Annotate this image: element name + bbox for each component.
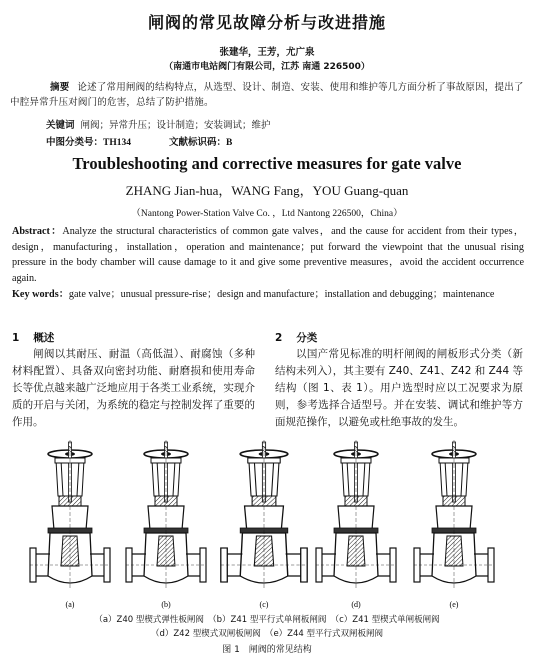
keywords-cn — [46, 117, 271, 131]
figure-title: 图 1 闸阀的常见结构 — [222, 645, 312, 655]
sublabel-c: (c) — [259, 600, 269, 609]
sublabel-b: (b) — [161, 600, 171, 609]
abstract-en-label: Abstract： — [12, 226, 63, 237]
gate-valve-figure — [18, 436, 518, 611]
section-1-heading — [12, 330, 54, 345]
keywords-en — [12, 287, 524, 303]
authors-cn: 张建华，王芳，尤广泉 — [219, 47, 315, 58]
figure-caption-line-2: （d）Z42 型楔式双闸板闸阀 （e）Z44 型平行式双闸板闸阀 — [150, 629, 384, 639]
section-2-body: 以国产常见标准的明杆闸阀的闸板形式分类（新结构未列入），其主要有 Z40、Z41、Z42 和 Z44 等结构（图 1、表 1）。用户选型时应以工况要求为原则，参考选择合适型号。并在安装、调试和维护等方面规范操作，以避免或杜绝事故的发生。 — [275, 348, 523, 428]
paper-title-en: Troubleshooting and corrective measures for gate valve — [72, 154, 462, 173]
valve-drawing-d — [316, 440, 396, 590]
clc-value: TH134 — [103, 138, 131, 148]
sublabel-d: (d) — [351, 600, 361, 609]
section-2-title: 分类 — [296, 332, 318, 344]
keywords-cn-label: 关键词 — [46, 120, 75, 131]
valve-drawing-b — [126, 440, 206, 590]
abstract-en-text: Analyze the structural characteristics of common gate valves，and the cause for accident from their types，design，manufacturing，installation，operation and maintenance；put forward the viewpoint that the unusual rising pressure in the body chamber will cause damage to it and give some preventive measures，avoid the accident occurrence again. — [12, 226, 524, 284]
section-1-body: 闸阀以其耐压、耐温（高低温）、耐腐蚀（多种材料配置）、具备双向密封功能、耐磨损和使用寿命长等优点越来越广泛地应用于各类工业系统，实现介质的开启与关闭，为系统的稳定与控制发挥了重要的作用。 — [12, 348, 255, 428]
paper-title-cn: 闸阀的常见故障分析与改进措施 — [147, 13, 386, 32]
abstract-cn-label: 摘要 — [50, 82, 70, 93]
affiliation-cn: （南通市电站阀门有限公司，江苏 南通 226500） — [164, 62, 370, 72]
clc-label: 中图分类号： — [46, 137, 104, 148]
classification-row — [46, 134, 232, 148]
doc-code-label: 文献标识码： — [169, 137, 227, 148]
abstract-en — [12, 224, 524, 286]
authors-en: ZHANG Jian-hua，WANG Fang，YOU Guang-quan — [125, 183, 409, 198]
sublabel-a: (a) — [65, 600, 75, 609]
doc-code-value: B — [226, 138, 233, 148]
section-1-number: 1 — [12, 332, 20, 344]
valve-drawing-a — [30, 440, 110, 590]
abstract-cn — [10, 80, 525, 110]
section-2-heading — [275, 330, 317, 345]
keywords-cn-text: 闸阀；异常升压；设计制造；安装调试；维护 — [80, 120, 271, 131]
section-1-title: 概述 — [33, 332, 55, 344]
keywords-en-label: Key words： — [12, 289, 69, 300]
valve-drawing-e — [414, 440, 494, 590]
abstract-cn-text: 论述了常用闸阀的结构特点，从选型、设计、制造、安装、使用和维护等几方面分析了事故原因，提出了中腔异常升压对阀门的危害，总结了防护措施。 — [10, 82, 524, 108]
keywords-en-text: gate valve；unusual pressure-rise；design and manufacture；installation and debugging；maintenance — [68, 289, 495, 300]
section-2-number: 2 — [275, 332, 283, 344]
affiliation-en: （Nantong Power-Station Valve Co. ，Ltd Nantong 226500，China） — [131, 209, 403, 219]
sublabel-e: (e) — [449, 600, 459, 609]
figure-caption-line-1: （a）Z40 型楔式弹性板闸阀 （b）Z41 型平行式单闸板闸阀 （c）Z41 型楔式单闸板闸阀 — [94, 615, 440, 625]
valve-drawing-c — [221, 440, 307, 590]
